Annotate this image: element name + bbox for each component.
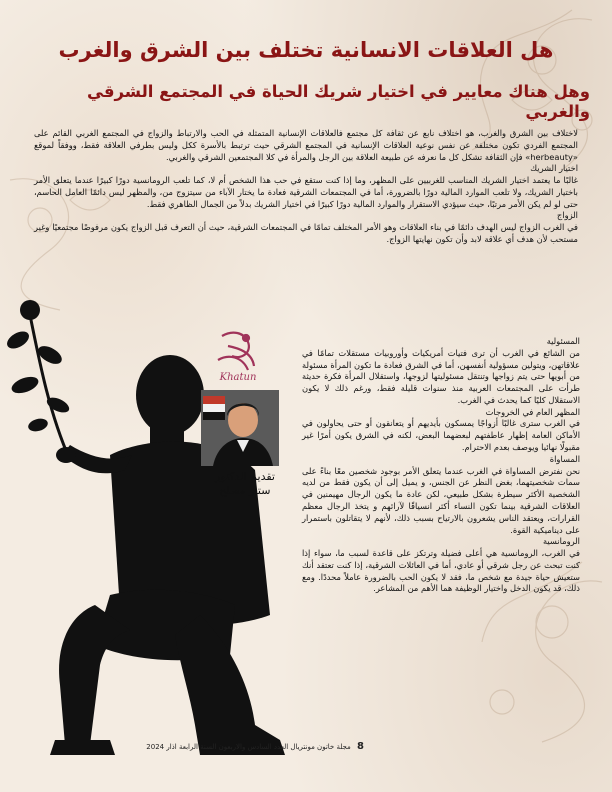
article-right-column	[302, 336, 580, 595]
section-body-equality: نحن نفترض المساواة في الغرب عندما يتعلق الأمر بوجود شخصين معًا بناءً على سمات شخصيتهما، بغض النظر عن الجنس، و يميل إلى أن يكون فقط من لديه الشخصية الأكثر سيطرة بشكل طبيعي، لكن عادة ما يكون الرجال مهيمنين في العلاقات الشرقية بينما تكون النساء أكثر انسياقًا لآرائهم و يتخذ الرجال معظم القرارات، ويعتقد الناس يشعرون بالارتياح بسبب ذلك، لأنهم لا يتقاتلون باستمرار على ديناميكية القوة.	[302, 465, 580, 535]
page-number: 8	[357, 741, 364, 752]
section-body-partner-choice: غالبًا ما يعتمد اختيار الشريك المناسب للغربيين على المظهر، وما إذا كنت ستقع في حب هذا الشخص أم لا، كما تلعب الرومانسية دورًا كبيرًا عندما يتعلق الأمر باختيار الشريك، ولا تلعب الموارد المالية دورًا بالضرورة، أما في المجتمعات الشرقية فعادة ما يختار الآباء من سيتزوج من، والمظهر ليس دائمًا العامل الحاسم، حتى لو لم يكن الأمر مرتبًا، حيث سيؤدي الاستقرار والموارد المالية دورًا كبيرًا في اختيار الشريك بدلاً من الجمال الظاهري فقط.	[34, 175, 578, 209]
intro-paragraph: لاختلاف بين الشرق والغرب، هو اختلاف نابع عن ثقافة كل مجتمع فالعلاقات الإنسانية المتمثلة في الحب والارتباط والزواج في المجتمع الغربي القائم على المجتمع الفردي تكون مختلفة عن نفس نوعية العلاقات الإنسانية في المجتمع الشرقي حيث ترتبط بالأسرة ككل وليس بطرفي العلاقة فقط، ووفقاً لموقع «herbeauty» فإن الثقافة تشكل كل ما نعرفه عن طبيعة العلاقة بين الرجل والمرأة في كلا المجتمعين الشرقي والغربي.	[34, 128, 578, 162]
section-body-public-appearance: في الغرب سترى غالبًا أزواجًا يمسكون بأيديهم أو يتعانقون أو حتى يحاولون في الأماكن العامة إظهار عاطفتهم لبعضهما البعض، لكنه في الشرق يكون أمرًا غير مقبولًا نهائيا ويوصف بعدم الاحترام.	[302, 418, 580, 453]
caption-author-name: ستار مصلح	[219, 484, 271, 498]
section-heading-equality: المساواة	[549, 453, 580, 464]
logo-wordmark: Khatun	[219, 372, 257, 383]
caption-presenter-label: تقديم الدكتور	[214, 470, 275, 483]
section-heading-marriage: الزواج	[556, 210, 578, 221]
author-photo	[201, 390, 279, 466]
section-heading-public-appearance: المظهر العام في الخروجات	[485, 406, 580, 417]
section-body-romance: في الغرب، الرومانسية هي أعلى فضيلة وترتكز على قاعدة لسبب ما، سواء إذا كنت تبحث عن رجل شرقي أو عادي، أما في العائلات الشرقية، إذا كنت تعتقد أنك ستعيش حياة جيدة مع شخص ما، فقد لا يكون الحب بالضرورة عاملاً محددًا. ومع ذلك، قد يكون الدخل واختيار الوظيفة هما الأهم من المشاعر.	[302, 548, 580, 594]
section-heading-romance: الرومانسية	[542, 536, 580, 547]
section-heading-partner-choice: اختيار الشريك	[530, 163, 578, 174]
article-intro-block	[34, 128, 578, 246]
article-subtitle: وهل هناك معايير في اختيار شريك الحياة في المجتمع الشرقي والغربي	[87, 82, 590, 121]
page-footer	[34, 741, 364, 752]
article-title: هل العلاقات الانسانية تختلف بين الشرق والغرب	[58, 38, 554, 62]
section-heading-responsibility: المسئولية	[546, 336, 580, 346]
section-body-responsibility: من الشائع في الغرب أن ترى فتيات أمريكيات وأوروبيات مستقلات تمامًا في علاقاتهن، ويتولين مسؤولية أنفسهن، أما في الشرق فعادة ما تكون المرأة مسئولة من أبويها حتى يتم زواجها وتنتقل مسئوليتها لزوجها، واستقلال المرأة فكرة حديثة طرأت على المجتمعات العربية منذ سنوات قليلة فقط، ورغم ذلك لا يكون الاستقلال كليًا كما يحدث في الغرب.	[302, 347, 580, 405]
section-body-marriage: في الغرب الزواج ليس الهدف دائمًا في بناء العلاقات وهو الأمر المختلف تمامًا في المجتمعات الشرقية، حيث أن التعرف قبل الزواج يكون مرفوضًا مجتمعيًا وغير مستحب لأن هدف أي علاقة لابد وأن تكون نهايتها الزواج.	[34, 222, 578, 245]
footer-issue-text: مجلة خاتون مونتريال العدد السادس والاربعون السنة الرابعة اذار 2024	[146, 743, 351, 751]
khatun-magazine-logo	[208, 326, 268, 386]
author-caption	[200, 470, 290, 499]
